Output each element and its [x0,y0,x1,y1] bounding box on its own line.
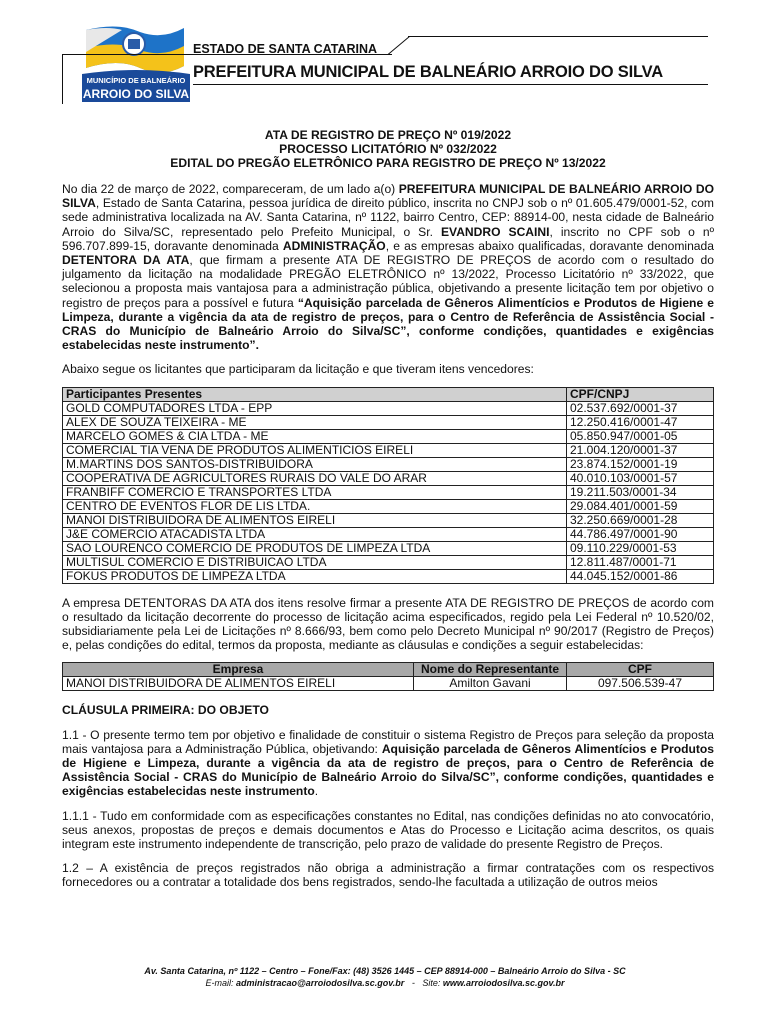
table-row [63,499,714,513]
document-footer [0,965,770,989]
logo-text-bottom: ARROIO DO SILVA [82,87,190,101]
document-body [62,128,714,890]
participant-cnpj-cell: 05.850.947/0001-05 [567,429,714,443]
table-row [63,429,714,443]
detentora-paragraph: A empresa DETENTORAS DA ATA dos itens resolve firmar a presente ATA DE REGISTRO DE PREÇOS de acordo com o resultado da licitação decorrente do processo de licitação acima especificados, regido pela Lei Federal nº 10.520/02, subsidiariamente pela Lei de Licitações nº 8.666/93, bem como pelo Decreto Municipal nº 90/2017 (Registro de Preços) e, pelas condições do edital, termos da proposta, mediante as cláusulas e condições a seguir estabelecidas: [62,595,714,653]
municipal-logo [78,22,194,104]
participant-cnpj-cell: 44.045.152/0001-86 [567,569,714,583]
participant-name-cell: FRANBIFF COMERCIO E TRANSPORTES LTDA [63,485,567,499]
logo-text-top: MUNICÍPIO DE BALNEÁRIO [86,76,186,85]
header-line-diagonal [388,36,410,55]
footer-email: administracao@arroiodosilva.sc.gov.br [235,978,405,988]
participant-name-cell: MANOI DISTRIBUIDORA DE ALIMENTOS EIRELI [63,513,567,527]
document-titles [62,128,714,170]
participants-header: Participantes Presentes [63,387,567,401]
participant-cnpj-cell: 44.786.497/0001-90 [567,527,714,541]
table-row [63,485,714,499]
participant-cnpj-cell: 12.250.416/0001-47 [567,415,714,429]
participant-name-cell: CENTRO DE EVENTOS FLOR DE LIS LTDA. [63,499,567,513]
empresa-header: Empresa [63,663,414,677]
participant-name-cell: M.MARTINS DOS SANTOS-DISTRIBUIDORA [63,457,567,471]
title-ata: ATA DE REGISTRO DE PREÇO Nº 019/2022 [264,128,512,142]
participant-cnpj-cell: 23.874.152/0001-19 [567,457,714,471]
table-row [63,541,714,555]
participant-cnpj-cell: 12.811.487/0001-71 [567,555,714,569]
table-row [63,527,714,541]
participant-name-cell: MULTISUL COMERCIO E DISTRIBUICAO LTDA [63,555,567,569]
state-name: ESTADO DE SANTA CATARINA [193,42,378,56]
cpf-header: CPF [567,663,714,677]
clause-1-2: 1.2 – A existência de preços registrados não obriga a administração a firmar contratações com os respectivos fornecedores ou a contratar a totalidade dos bens registrados, sendo-lhe facultada a utilização de outros meios [62,861,714,890]
table-row [63,443,714,457]
company-table [62,662,714,691]
participant-name-cell: SAO LOURENCO COMERCIO DE PRODUTOS DE LIMPEZA LTDA [63,541,567,555]
table-row [63,677,714,691]
table-row [63,555,714,569]
footer-site: www.arroiodosilva.sc.gov.br [442,978,565,988]
participant-cnpj-cell: 09.110.229/0001-53 [567,541,714,555]
header-line-right [408,36,708,37]
title-processo: PROCESSO LICITATÓRIO Nº 032/2022 [279,142,497,156]
intro-paragraph: No dia 22 de março de 2022, compareceram, de um lado a(o) PREFEITURA MUNICIPAL DE BALNEÁRIO ARROIO DO SILVA, Estado de Santa Catarina, pessoa jurídica de direito público, inscrita no CNPJ sob o nº 01.605.479/0001-52, com sede administrativa localizada na AV. Santa Catarina, nº 1122, bairro Centro, CEP: 88914-00, nesta cidade de Balneário Arroio do Silva/SC, representado pelo Prefeito Municipal, o Sr. EVANDRO SCAINI, inscrito no CPF sob o nº 596.707.899-15, doravante denominada ADMINISTRAÇÃO, e as empresas abaixo qualificadas, doravante denominada DETENTORA DA ATA, que firmam a presente ATA DE REGISTRO DE PREÇOS de acordo com o resultado do julgamento da licitação na modalidade PREGÃO ELETRÔNICO nº 13/2022, Processo Licitatório nº 33/2022, que selecionou a proposta mais vantajosa para a administração pública, objetivando a presente licitação tem por objetivo o registro de preços para a possível e futura “Aquisição parcelada de Gêneros Alimentícios e Produtos de Higiene e Limpeza, durante a vigência da ata de registro de preços, para o Centro de Referência de Assistência Social - CRAS do Município de Balneário Arroio do Silva/SC”, conforme condições, quantidades e exigências estabelecidas neste instrumento”. [62,182,715,353]
participant-cnpj-cell: 40.010.103/0001-57 [567,471,714,485]
participant-name-cell: COOPERATIVA DE AGRICULTORES RURAIS DO VALE DO ARAR [63,471,567,485]
participant-name-cell: J&E COMERCIO ATACADISTA LTDA [63,527,567,541]
footer-address: Av. Santa Catarina, nº 1122 – Centro – Fone/Fax: (48) 3526 1445 – CEP 88914-000 – Balneário Arroio do Silva - SC [144,966,626,976]
clause-1-1: 1.1 - O presente termo tem por objetivo e finalidade de constituir o sistema Registro de Preços para seleção da proposta mais vantajosa para a Administração Pública, objetivando: Aquisição parcelada de Gêneros Alimentícios e Produtos de Higiene e Limpeza, durante a vigência da ata de registro de preços, para o Centro de Referência de Assistência Social - CRAS do Município de Balneário Arroio do Silva/SC”, conforme condições, quantidades e exigências estabelecidas neste instrumento. [62,727,714,799]
participants-table [62,387,714,584]
participant-name-cell: GOLD COMPUTADORES LTDA - EPP [63,401,567,415]
participant-name-cell: FOKUS PRODUTOS DE LIMPEZA LTDA [63,569,567,583]
representante-header: Nome do Representante [414,663,567,677]
participant-cnpj-cell: 19.211.503/0001-34 [567,485,714,499]
header-line-bottom [193,84,708,85]
table-row [63,513,714,527]
participants-intro: Abaixo segue os licitantes que participaram da licitação e que tiveram itens vencedores: [62,362,534,377]
participant-cnpj-cell: 02.537.692/0001-37 [567,401,714,415]
table-row [63,569,714,583]
prefeitura-name: PREFEITURA MUNICIPAL DE BALNEÁRIO ARROIO DO SILVA [193,63,663,81]
empresa-cell: MANOI DISTRIBUIDORA DE ALIMENTOS EIRELI [63,677,414,691]
cnpj-header: CPF/CNPJ [567,387,714,401]
clause-1-1-1: 1.1.1 - Tudo em conformidade com as especificações constantes no Edital, nas condições definidas no ato convocatório, seus anexos, propostas de preços e demais documentos e Atas do Processo e Licitação acima descritos, os quais integram este instrumento independente de transcrição, pelo prazo de validade do presente Registro de Preços. [62,808,714,852]
document-header [0,0,770,110]
table-row [63,401,714,415]
header-line-left-vertical [62,54,63,104]
participant-name-cell: ALEX DE SOUZA TEIXEIRA - ME [63,415,567,429]
footer-contact: E-mail: administracao@arroiodosilva.sc.gov.br - Site: www.arroiodosilva.sc.gov.br [205,978,565,988]
clause-title: CLÁUSULA PRIMEIRA: DO OBJETO [62,703,269,718]
participant-name-cell: MARCELO GOMES & CIA LTDA - ME [63,429,567,443]
table-row [63,415,714,429]
participant-cnpj-cell: 21.004.120/0001-37 [567,443,714,457]
participant-cnpj-cell: 32.250.669/0001-28 [567,513,714,527]
title-edital: EDITAL DO PREGÃO ELETRÔNICO PARA REGISTRO DE PREÇO Nº 13/2022 [170,156,606,170]
representante-cell: Amilton Gavani [414,677,567,691]
table-header-row [63,387,714,401]
participant-name-cell: COMERCIAL TIA VENA DE PRODUTOS ALIMENTICIOS EIRELI [63,443,567,457]
table-row [63,457,714,471]
cpf-cell: 097.506.539-47 [567,677,714,691]
table-header-row [63,663,714,677]
participant-cnpj-cell: 29.084.401/0001-59 [567,499,714,513]
table-row [63,471,714,485]
